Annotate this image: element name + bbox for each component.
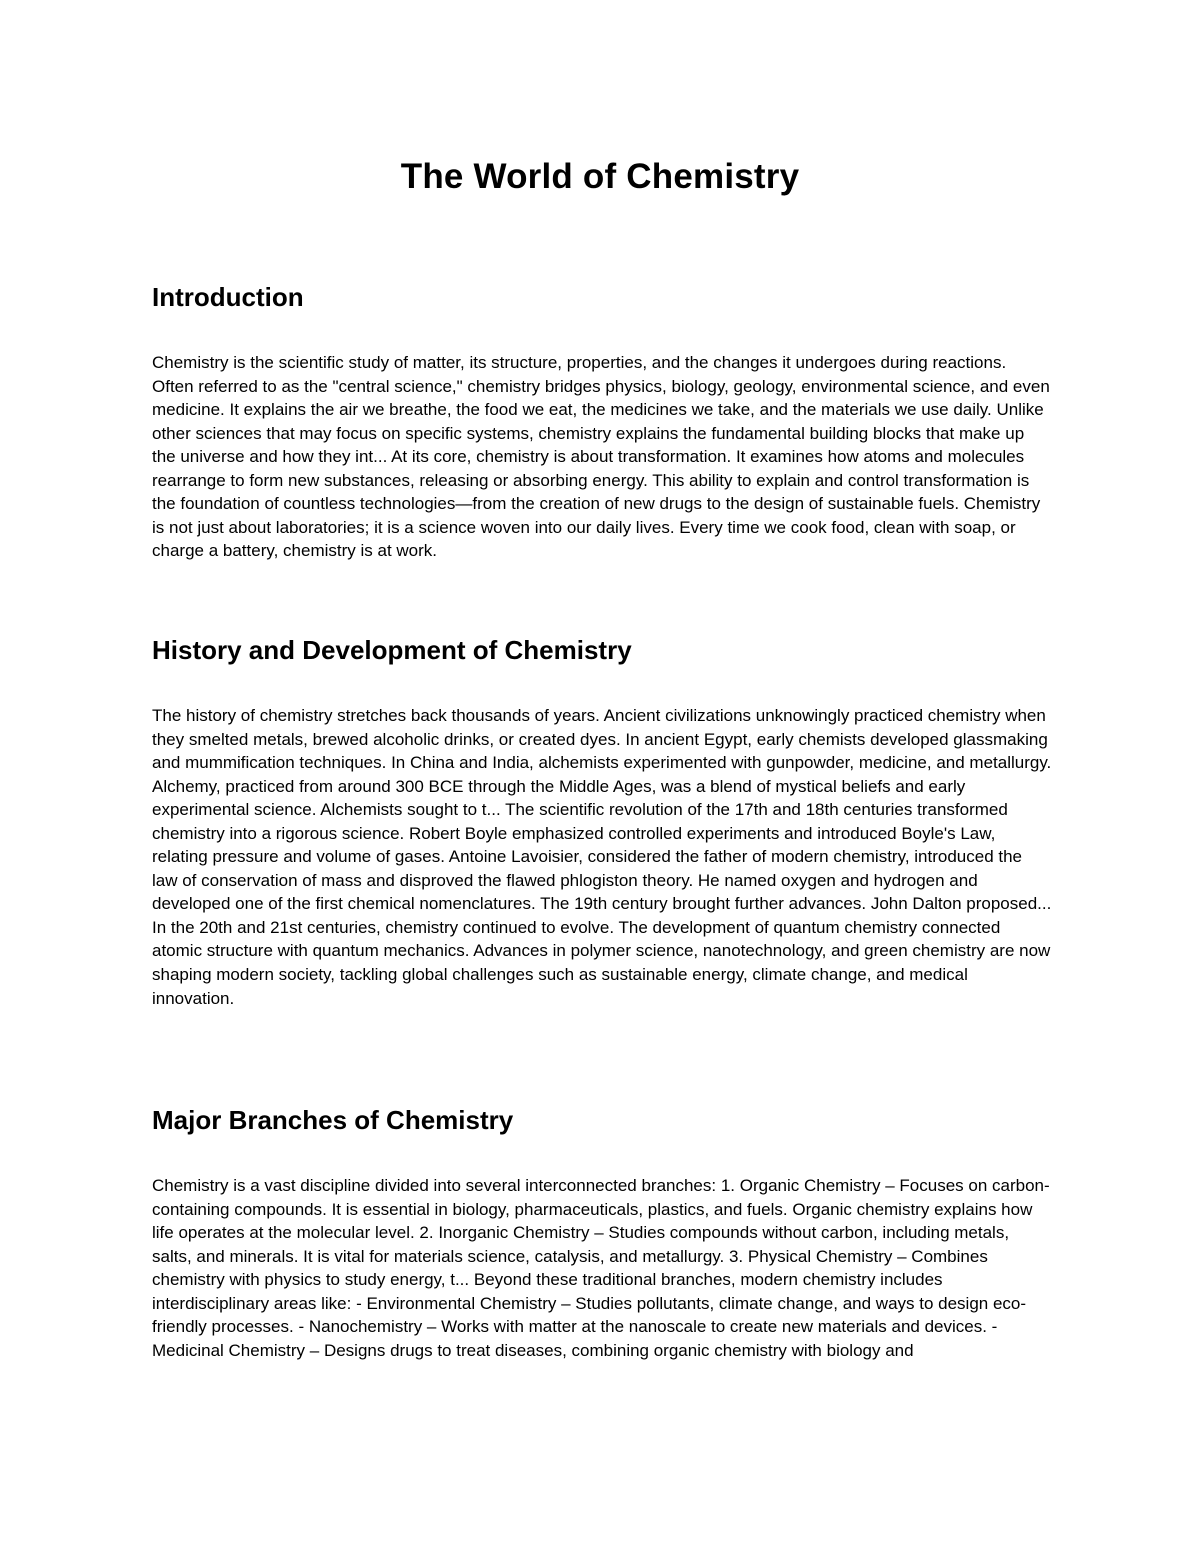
document-title: The World of Chemistry	[400, 157, 800, 196]
section-body-branches: Chemistry is a vast discipline divided into several interconnected branches: 1. Organic Chemistry – Focuses on carbon-containing compounds. It is essential in biology, pharmaceuticals, plastics, and fuels. Organic chemistry explains how life operates at the molecular level. 2. Inorganic Chemistry – Studies compounds without carbon, including metals, salts, and minerals. It is vital for materials science, catalysis, and metallurgy. 3. Physical Chemistry – Combines chemistry with physics to study energy, t... Beyond these traditional branches, modern chemistry includes interdisciplinary areas like: - Environmental Chemistry – Studies pollutants, climate change, and ways to design eco-friendly processes. - Nanochemistry – Works with matter at the nanoscale to create new materials and devices. - Medicinal Chemistry – Designs drugs to treat diseases, combining organic chemistry with biology and	[152, 1176, 1050, 1360]
section-body-history: The history of chemistry stretches back thousands of years. Ancient civilizations unknowingly practiced chemistry when they smelted metals, brewed alcoholic drinks, or created dyes. In ancient Egypt, early chemists developed glassmaking and mummification techniques. In China and India, alchemists experimented with gunpowder, medicine, and metallurgy. Alchemy, practiced from around 300 BCE through the Middle Ages, was a blend of mystical beliefs and early experimental science. Alchemists sought to t... The scientific revolution of the 17th and 18th centuries transformed chemistry into a rigorous science. Robert Boyle emphasized controlled experiments and introduced Boyle's Law, relating pressure and volume of gases. Antoine Lavoisier, considered the father of modern chemistry, introduced the law of conservation of mass and disproved the flawed phlogiston theory. He named oxygen and hydrogen and developed one of the first chemical nomenclatures. The 19th century brought further advances. John Dalton proposed... In the 20th and 21st centuries, chemistry continued to evolve. The development of quantum chemistry connected atomic structure with quantum mechanics. Advances in polymer science, nanotechnology, and green chemistry are now shaping modern society, tackling global challenges such as sustainable energy, climate change, and medical innovation.	[152, 706, 1052, 1008]
section-body-introduction: Chemistry is the scientific study of matter, its structure, properties, and the changes it undergoes during reactions. Often referred to as the "central science," chemistry bridges physics, biology, geology, environmental science, and even medicine. It explains the air we breathe, the food we eat, the medicines we take, and the materials we use daily. Unlike other sciences that may focus on specific systems, chemistry explains the fundamental building blocks that make up the universe and how they int... At its core, chemistry is about transformation. It examines how atoms and molecules rearrange to form new substances, releasing or absorbing energy. This ability to explain and control transformation is the foundation of countless technologies—from the creation of new drugs to the design of sustainable fuels. Chemistry is not just about laboratories; it is a science woven into our daily lives. Every time we cook food, clean with soap, or charge a battery, chemistry is at work.	[152, 353, 1050, 561]
section-heading-history: History and Development of Chemistry	[152, 635, 632, 665]
section-heading-branches: Major Branches of Chemistry	[152, 1105, 514, 1135]
section-heading-introduction: Introduction	[152, 282, 304, 312]
